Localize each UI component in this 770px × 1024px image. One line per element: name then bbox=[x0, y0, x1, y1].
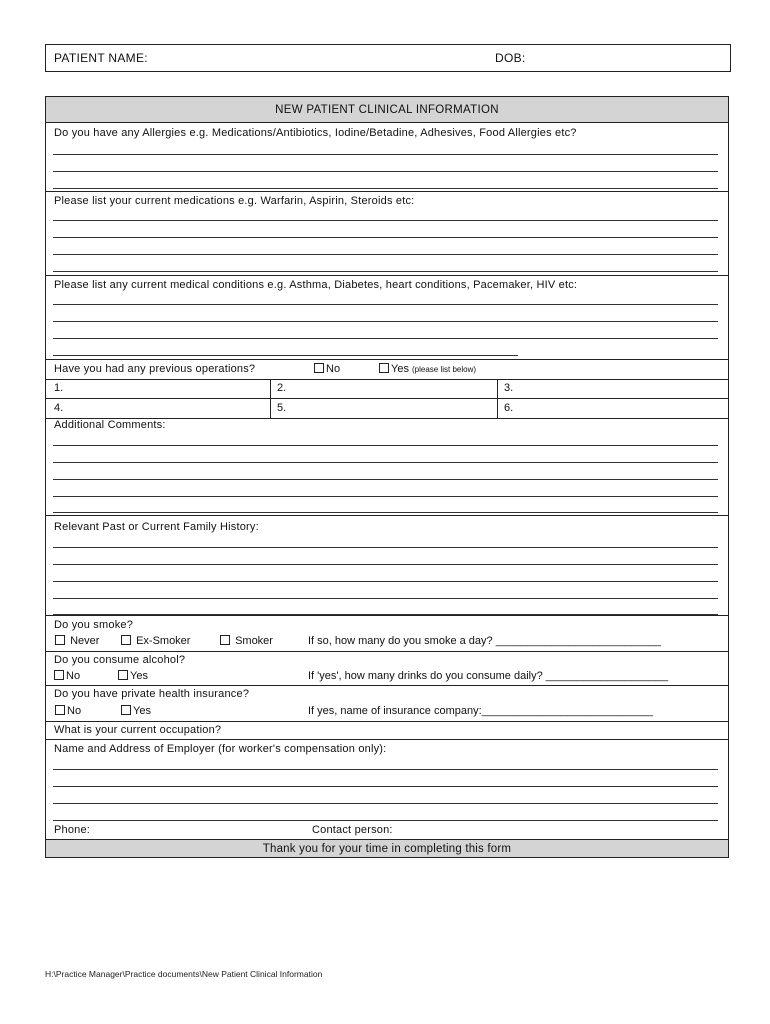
medications-answer-line[interactable] bbox=[53, 237, 718, 238]
operation-cell-5[interactable]: 5. bbox=[277, 402, 287, 414]
divider bbox=[497, 379, 498, 418]
medications-answer-line[interactable] bbox=[53, 254, 718, 255]
occupation-question[interactable]: What is your current occupation? bbox=[54, 724, 222, 736]
insurance-question: Do you have private health insurance? bbox=[54, 688, 250, 700]
smoke-never-label: Never bbox=[70, 635, 100, 647]
alcohol-no-label: No bbox=[66, 670, 81, 682]
checkbox-icon[interactable] bbox=[55, 705, 65, 715]
alcohol-question: Do you consume alcohol? bbox=[54, 654, 186, 666]
comments-answer-line[interactable] bbox=[53, 462, 718, 463]
divider bbox=[46, 398, 728, 399]
alcohol-amount-field[interactable]: If 'yes', how many drinks do you consume daily? ____________________ bbox=[308, 670, 669, 682]
smoke-smoker-label: Smoker bbox=[235, 635, 273, 647]
medications-question: Please list your current medications e.g. Warfarin, Aspirin, Steroids etc: bbox=[54, 195, 415, 207]
family-history-question: Relevant Past or Current Family History: bbox=[54, 521, 259, 533]
allergies-answer-line[interactable] bbox=[53, 171, 718, 172]
alcohol-no-option[interactable] bbox=[54, 670, 80, 682]
divider bbox=[270, 379, 271, 418]
employer-answer-line[interactable] bbox=[53, 820, 718, 821]
allergies-answer-line[interactable] bbox=[53, 154, 718, 155]
operation-cell-3[interactable]: 3. bbox=[504, 382, 514, 394]
comments-section bbox=[46, 417, 728, 515]
comments-answer-line[interactable] bbox=[53, 445, 718, 446]
checkbox-icon[interactable] bbox=[121, 705, 131, 715]
conditions-answer-line[interactable] bbox=[53, 338, 718, 339]
conditions-answer-line[interactable] bbox=[53, 304, 718, 305]
family-history-answer-line[interactable] bbox=[53, 598, 718, 599]
employer-section bbox=[46, 739, 728, 839]
operations-yes-option[interactable] bbox=[379, 363, 476, 375]
smoking-question: Do you smoke? bbox=[54, 619, 134, 631]
operation-cell-2[interactable]: 2. bbox=[277, 382, 287, 394]
clinical-form bbox=[45, 96, 729, 858]
employer-question: Name and Address of Employer (for worker's compensation only): bbox=[54, 743, 387, 755]
operation-cell-6[interactable]: 6. bbox=[504, 402, 514, 414]
checkbox-icon[interactable] bbox=[121, 635, 131, 645]
smoke-smoker-option[interactable] bbox=[220, 635, 273, 647]
checkbox-icon[interactable] bbox=[118, 670, 128, 680]
insurance-company-field[interactable]: If yes, name of insurance company:____________________________ bbox=[308, 705, 653, 717]
phone-label[interactable]: Phone: bbox=[54, 824, 91, 836]
family-history-answer-line[interactable] bbox=[53, 581, 718, 582]
insurance-section bbox=[46, 685, 728, 721]
smoking-section bbox=[46, 615, 728, 651]
comments-question: Additional Comments: bbox=[54, 419, 166, 431]
insurance-no-label: No bbox=[67, 705, 82, 717]
operations-note: (please list below) bbox=[412, 365, 477, 374]
document-path: H:\Practice Manager\Practice documents\New Patient Clinical Information bbox=[45, 969, 323, 979]
thank-you-bar: Thank you for your time in completing this form bbox=[46, 839, 728, 857]
allergies-section bbox=[46, 123, 728, 191]
medications-answer-line[interactable] bbox=[53, 271, 718, 272]
patient-name-label: PATIENT NAME: bbox=[54, 51, 148, 65]
operations-question: Have you had any previous operations? bbox=[54, 363, 256, 375]
checkbox-icon[interactable] bbox=[54, 670, 64, 680]
dob-label: DOB: bbox=[495, 51, 526, 65]
allergies-answer-line[interactable] bbox=[53, 188, 718, 189]
smoke-never-option[interactable] bbox=[55, 635, 99, 647]
family-history-section bbox=[46, 515, 728, 615]
family-history-answer-line[interactable] bbox=[53, 547, 718, 548]
patient-header-box bbox=[45, 44, 731, 72]
checkbox-icon[interactable] bbox=[55, 635, 65, 645]
smoke-ex-option[interactable] bbox=[121, 635, 190, 647]
form-title: NEW PATIENT CLINICAL INFORMATION bbox=[46, 97, 728, 123]
conditions-section bbox=[46, 275, 728, 359]
medications-section bbox=[46, 191, 728, 275]
operation-cell-4[interactable]: 4. bbox=[54, 402, 64, 414]
conditions-answer-line[interactable] bbox=[53, 355, 518, 356]
checkbox-icon[interactable] bbox=[314, 363, 324, 373]
allergies-question: Do you have any Allergies e.g. Medications/Antibiotics, Iodine/Betadine, Adhesives, Food Allergies etc? bbox=[54, 127, 577, 139]
family-history-answer-line[interactable] bbox=[53, 564, 718, 565]
smoke-amount-field[interactable]: If so, how many do you smoke a day? ___________________________ bbox=[308, 635, 661, 647]
employer-answer-line[interactable] bbox=[53, 803, 718, 804]
operation-cell-1[interactable]: 1. bbox=[54, 382, 64, 394]
insurance-yes-label: Yes bbox=[133, 705, 151, 717]
comments-answer-line[interactable] bbox=[53, 479, 718, 480]
comments-answer-line[interactable] bbox=[53, 496, 718, 497]
operations-no-label: No bbox=[326, 363, 341, 375]
conditions-answer-line[interactable] bbox=[53, 321, 718, 322]
employer-answer-line[interactable] bbox=[53, 769, 718, 770]
medications-answer-line[interactable] bbox=[53, 220, 718, 221]
alcohol-yes-label: Yes bbox=[130, 670, 148, 682]
operations-section bbox=[46, 359, 728, 417]
operations-no-option[interactable] bbox=[314, 363, 340, 375]
occupation-section bbox=[46, 721, 728, 739]
alcohol-yes-option[interactable] bbox=[118, 670, 148, 682]
checkbox-icon[interactable] bbox=[220, 635, 230, 645]
divider bbox=[46, 379, 728, 380]
insurance-yes-option[interactable] bbox=[121, 705, 151, 717]
conditions-question: Please list any current medical conditions e.g. Asthma, Diabetes, heart conditions, Pacemaker, HIV etc: bbox=[54, 279, 578, 291]
contact-person-label[interactable]: Contact person: bbox=[312, 824, 393, 836]
employer-answer-line[interactable] bbox=[53, 786, 718, 787]
insurance-no-option[interactable] bbox=[55, 705, 81, 717]
smoke-ex-label: Ex-Smoker bbox=[136, 635, 191, 647]
alcohol-section bbox=[46, 651, 728, 685]
checkbox-icon[interactable] bbox=[379, 363, 389, 373]
operations-yes-label: Yes bbox=[391, 363, 409, 375]
comments-answer-line[interactable] bbox=[53, 512, 718, 513]
